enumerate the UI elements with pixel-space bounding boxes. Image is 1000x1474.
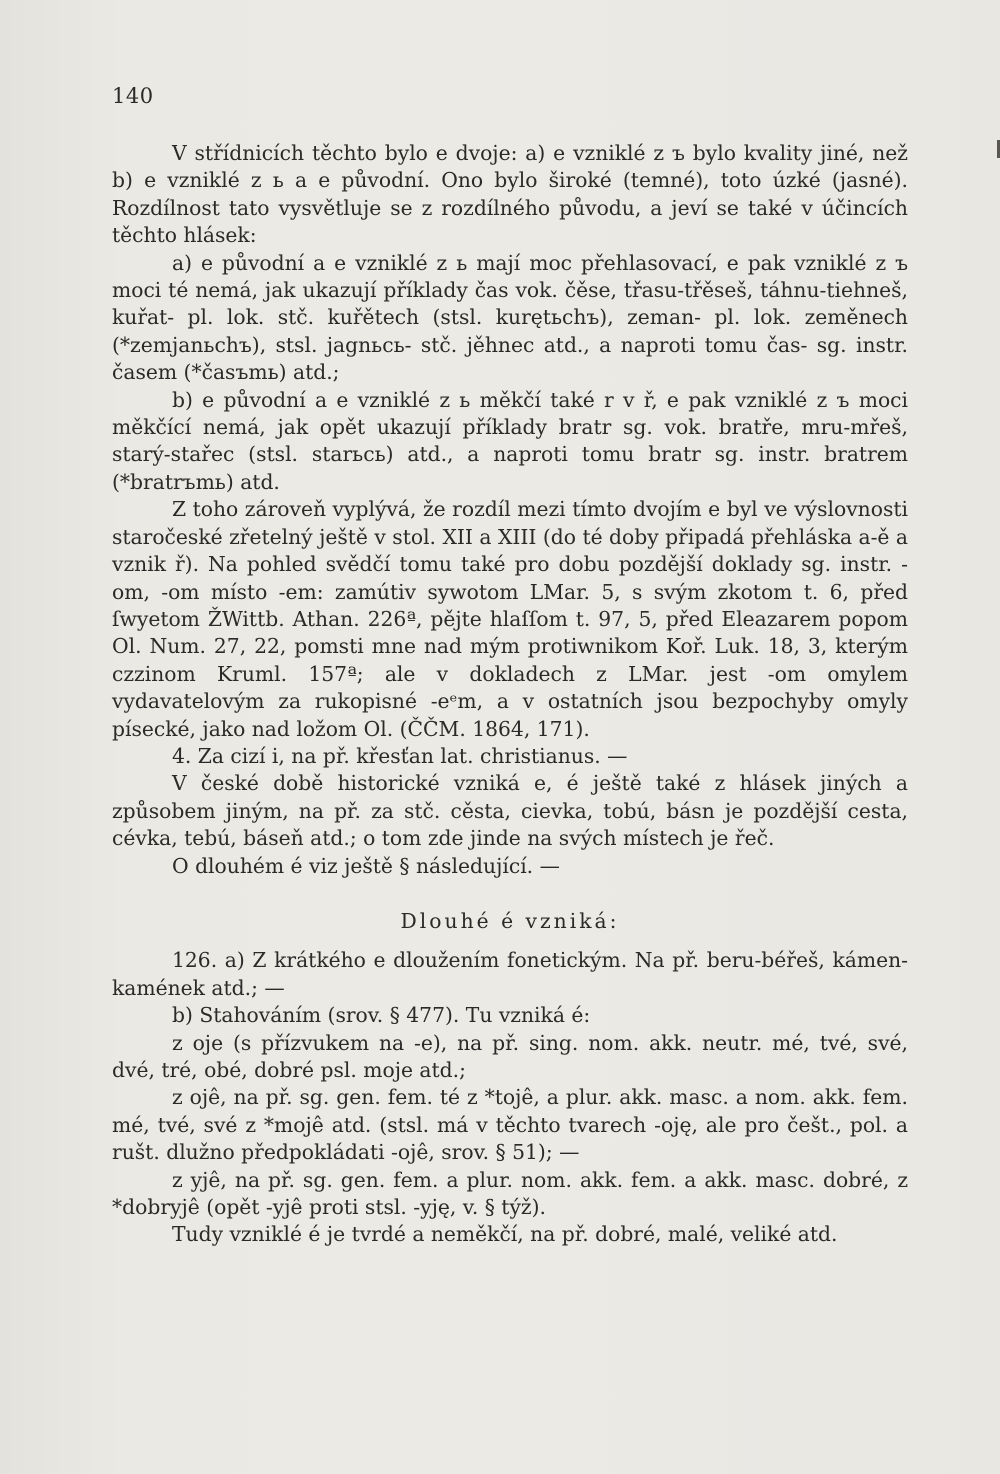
section-heading: Dlouhé é vzniká: [400,908,620,933]
paragraph: O dlouhém é viz ještě § následující. — [172,853,560,878]
paragraph: 4. Za cizí i, na př. křesťan lat. christianus. — [172,743,628,768]
paragraph: z ojê, na př. sg. gen. fem. té z *tojê, a plur. akk. masc. a nom. akk. fem. mé, tvé, své z *mojê atd. (stsl. má v těchto tvarech -oję, ale pro češt., pol. a rušt. dlužno předpokládati -ojê, srov. § 51); — [112,1085,908,1165]
paragraph: b) Stahováním (srov. § 477). Tu vzniká é: [172,1003,591,1028]
body-text [112,140,908,1249]
paragraph: V české době historické vzniká e, é ještě také z hlásek jiných a způsobem jiným, na př. za stč. cěsta, cievka, tobú, básn je pozdější cesta, cévka, tebú, báseň atd.; o tom zde jinde na svých místech je řeč. [112,771,908,851]
paragraph: 126. a) Z krátkého e dloužením fonetickým. Na př. beru-béřeš, kámen-kamének atd.; — [112,948,908,1000]
paragraph: z oje (s přízvukem na -e), na př. sing. nom. akk. neutr. mé, tvé, své, dvé, tré, obé, dobré psl. moje atd.; [112,1030,908,1082]
paragraph: a) e původní a e vzniklé z ь mají moc přehlasovací, e pak vzniklé z ъ moci té nemá, jak ukazují příklady čas vok. čěse, třasu-třěseš, táhnu-tiehneš, kuřat- pl. lok. stč. kuřětech (stsl. kurętьchъ), zeman- pl. lok. zeměnech (*zemjanьchъ), stsl. jagnьcь- stč. jěhnec atd., a naproti tomu čas- sg. instr. časem (*časъmь) atd.; [112,250,908,385]
paragraph: z yjê, na př. sg. gen. fem. a plur. nom. akk. fem. a akk. masc. dobré, z *dobryjê (opět -yjê proti stsl. -yję, v. § týž). [112,1167,908,1220]
paragraph: Tudy vzniklé é je tvrdé a neměkčí, na př. dobré, malé, veliké atd. [172,1222,838,1247]
paragraph: Z toho zároveň vyplývá, že rozdíl mezi tímto dvojím e byl ve výslovnosti staročeské zřetelný ještě v stol. XII a XIII (do té doby připadá přehláska a-ě a vznik ř). Na pohled svědčí tomu také pro dobu pozdější doklady sg. instr. -om, -om místo -em: zamútiv sywotom LMar. 5, s svým zkotom t. 6, před ſwyetom ŽWittb. Athan. 226ª, pějte hlaſſom t. 97, 5, před Eleazarem popom Ol. Num. 27, 22, pomsti mne nad mým protiwnikom Koř. Luk. 18, 3, kterým czzinom Kruml. 157ª; ale v dokladech z LMar. jest -om omylem vydavatelovým za rukopisné -eᵉm, a v ostatních jsou bezpochyby omyly písecké, jako nad ložom Ol. (ČČM. 1864, 171). [112,497,908,741]
page-number: 140 [112,84,154,108]
paragraph: b) e původní a e vzniklé z ь měkčí také r v ř, e pak vzniklé z ъ moci měkčící nemá, jak opět ukazují příklady bratr sg. vok. bratře, mru-mřeš, starý-stařec (stsl. starьcь) atd., a naproti tomu bratr sg. instr. bratrem (*bratrъmь) atd. [112,387,908,494]
paragraph: V střídnicích těchto bylo e dvoje: a) e vzniklé z ъ bylo kvality jiné, než b) e vzniklé z ь a e původní. Ono bylo široké (temné), toto úzké (jasné). Rozdílnost tato vysvětluje se z rozdílného původu, a jeví se také v účincích těchto hlásek: [112,141,908,248]
